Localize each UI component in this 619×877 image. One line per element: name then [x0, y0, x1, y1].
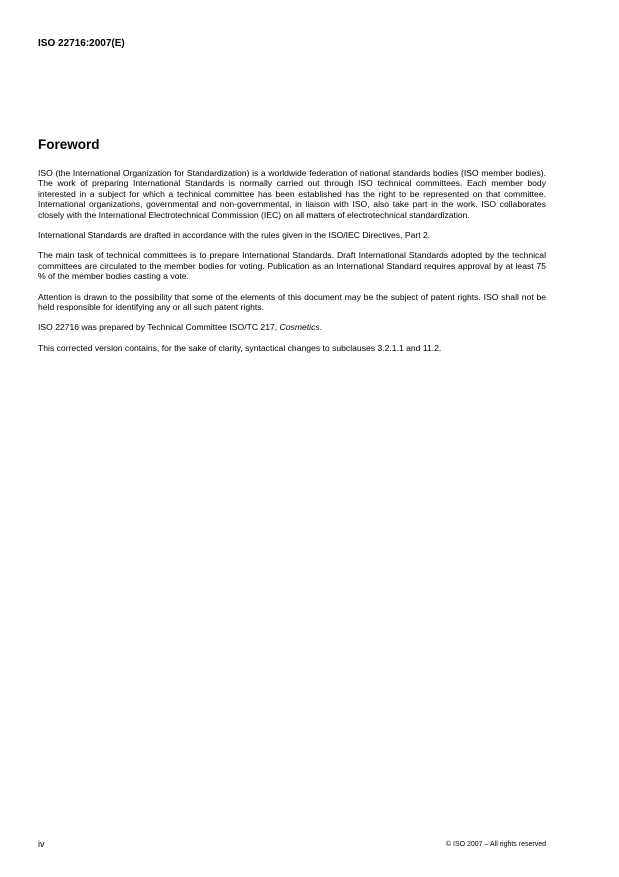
paragraph-committee-task: The main task of technical committees is to prepare International Standards. Draft International Standards adopted by the technical committees are circulated to the member bodies for voting. Publication as an International Standard requires approval by at least 75 % of the member bodies casting a vote. [38, 250, 546, 282]
paragraph-patent-rights: Attention is drawn to the possibility that some of the elements of this document may be the subject of patent rights. ISO shall not be held responsible for identifying any or all such patent rights. [38, 291, 546, 313]
document-id-header: ISO 22716:2007(E) [38, 38, 125, 49]
committee-name: Cosmetics [279, 322, 320, 333]
copyright-notice: © ISO 2007 – All rights reserved [445, 841, 546, 848]
foreword-body [38, 168, 546, 363]
paragraph-prepared-by [38, 322, 546, 332]
paragraph-corrected-version: This corrected version contains, for the sake of clarity, syntactical changes to subclauses 3.2.1.1 and 11.2. [38, 342, 442, 353]
paragraph-directives: International Standards are drafted in accordance with the rules given in the ISO/IEC Directives, Part 2. [38, 230, 431, 241]
page-number: iv [38, 839, 45, 849]
section-title: Foreword [38, 137, 100, 152]
paragraph-iso-intro: ISO (the International Organization for Standardization) is a worldwide federation of national standards bodies (ISO member bodies). The work of preparing International Standards is normally carried out through ISO technical committees. Each member body interested in a subject for which a technical committee has been established has the right to be represented on that committee. International organizations, governmental and non-governmental, in liaison with ISO, also take part in the work. ISO collaborates closely with the International Electrotechnical Commission (IEC) on all matters of electrotechnical standardization. [38, 168, 546, 220]
prepared-by-period: . [319, 322, 323, 333]
prepared-by-text: ISO 22716 was prepared by Technical Committee ISO/TC 217, [38, 322, 280, 333]
